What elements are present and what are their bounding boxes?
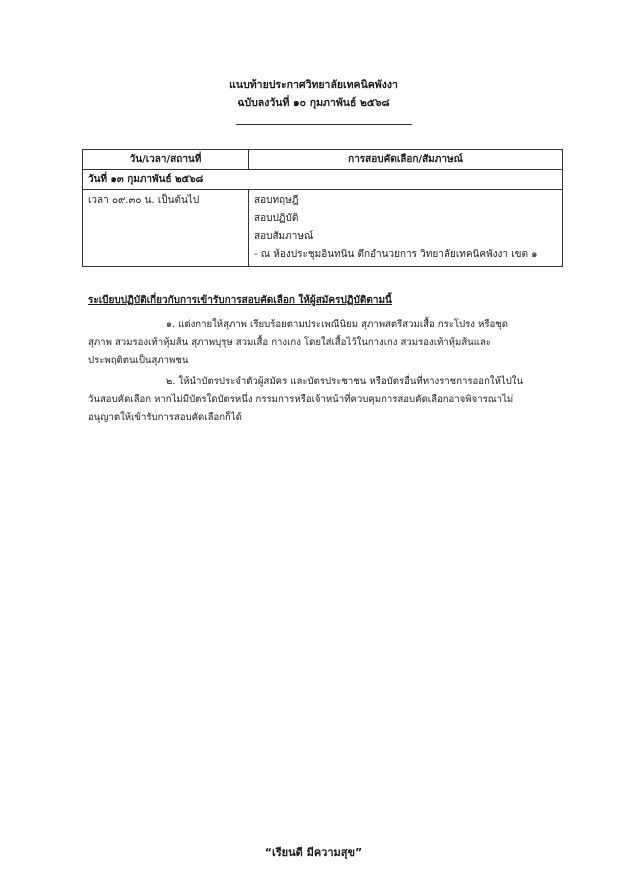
- rule-1-line-2: สุภาพ สวมรองเท้าหุ้มส้น สุภาพบุรุษ สวมเสื้อ กางเกง โดยใส่เสื้อไว้ในกางเกง สวมรองเท้าหุ้มส้นและ: [88, 337, 491, 348]
- column-header-exam: การสอบคัดเลือก/สัมภาษณ์: [249, 150, 563, 170]
- document-date: ฉบับลงวันที่ ๑๐ กุมภาพันธ์ ๒๕๖๘: [237, 97, 390, 109]
- table-date-row: [83, 170, 563, 190]
- rule-2-line-3: อนุญาตให้เข้ารับการสอบคัดเลือกก็ได้: [88, 412, 242, 423]
- column-header-datetime: วัน/เวลา/สถานที่: [83, 150, 249, 170]
- rule-paragraph-2: [88, 373, 570, 427]
- exam-item-theory: สอบทฤษฎี: [254, 195, 299, 206]
- exam-item-interview: สอบสัมภาษณ์: [254, 231, 314, 242]
- rules-title: ระเบียบปฏิบัติเกี่ยวกับการเข้ารับการสอบคัดเลือก ให้ผู้สมัครปฏิบัติตามนี้: [88, 295, 392, 306]
- rule-1-line-1: ๑. แต่งกายให้สุภาพ เรียบร้อยตามประเพณีนิยม สุภาพสตรีสวมเสื้อ กระโปรง หรือชุด: [166, 319, 508, 330]
- title-underline: [236, 124, 412, 125]
- exam-time: เวลา ๐๙.๓๐ น. เป็นต้นไป: [83, 190, 249, 267]
- exam-items: [249, 190, 563, 267]
- exam-date: วันที่ ๑๓ กุมภาพันธ์ ๒๕๖๘: [83, 170, 563, 190]
- table-row: [83, 190, 563, 267]
- document-title: แนบท้ายประกาศวิทยาลัยเทคนิคพังงา: [229, 79, 398, 91]
- exam-item-practical: สอบปฏิบัติ: [254, 213, 299, 224]
- exam-location: - ณ ห้องประชุมอินทนิน ตึกอำนวยการ วิทยาลัยเทคนิคพังงา เขต ๑: [254, 249, 538, 260]
- table-header-row: [83, 150, 563, 170]
- rule-2-line-1: ๒. ให้นำบัตรประจำตัวผู้สมัคร และบัตรประชาชน หรือบัตรอื่นที่ทางราชการออกให้ไปใน: [166, 376, 524, 387]
- rule-paragraph-1: [88, 316, 570, 370]
- rule-1-line-3: ประพฤติตนเป็นสุภาพชน: [88, 355, 189, 366]
- footer-motto: “เรียนดี มีความสุข”: [264, 846, 363, 859]
- rule-2-line-2: วันสอบคัดเลือก หากไม่มีบัตรใดบัตรหนึ่ง กรรมการหรือเจ้าหน้าที่ควบคุมการสอบคัดเลือกอาจพิจารณาไม่: [88, 394, 514, 405]
- schedule-table: [82, 149, 563, 267]
